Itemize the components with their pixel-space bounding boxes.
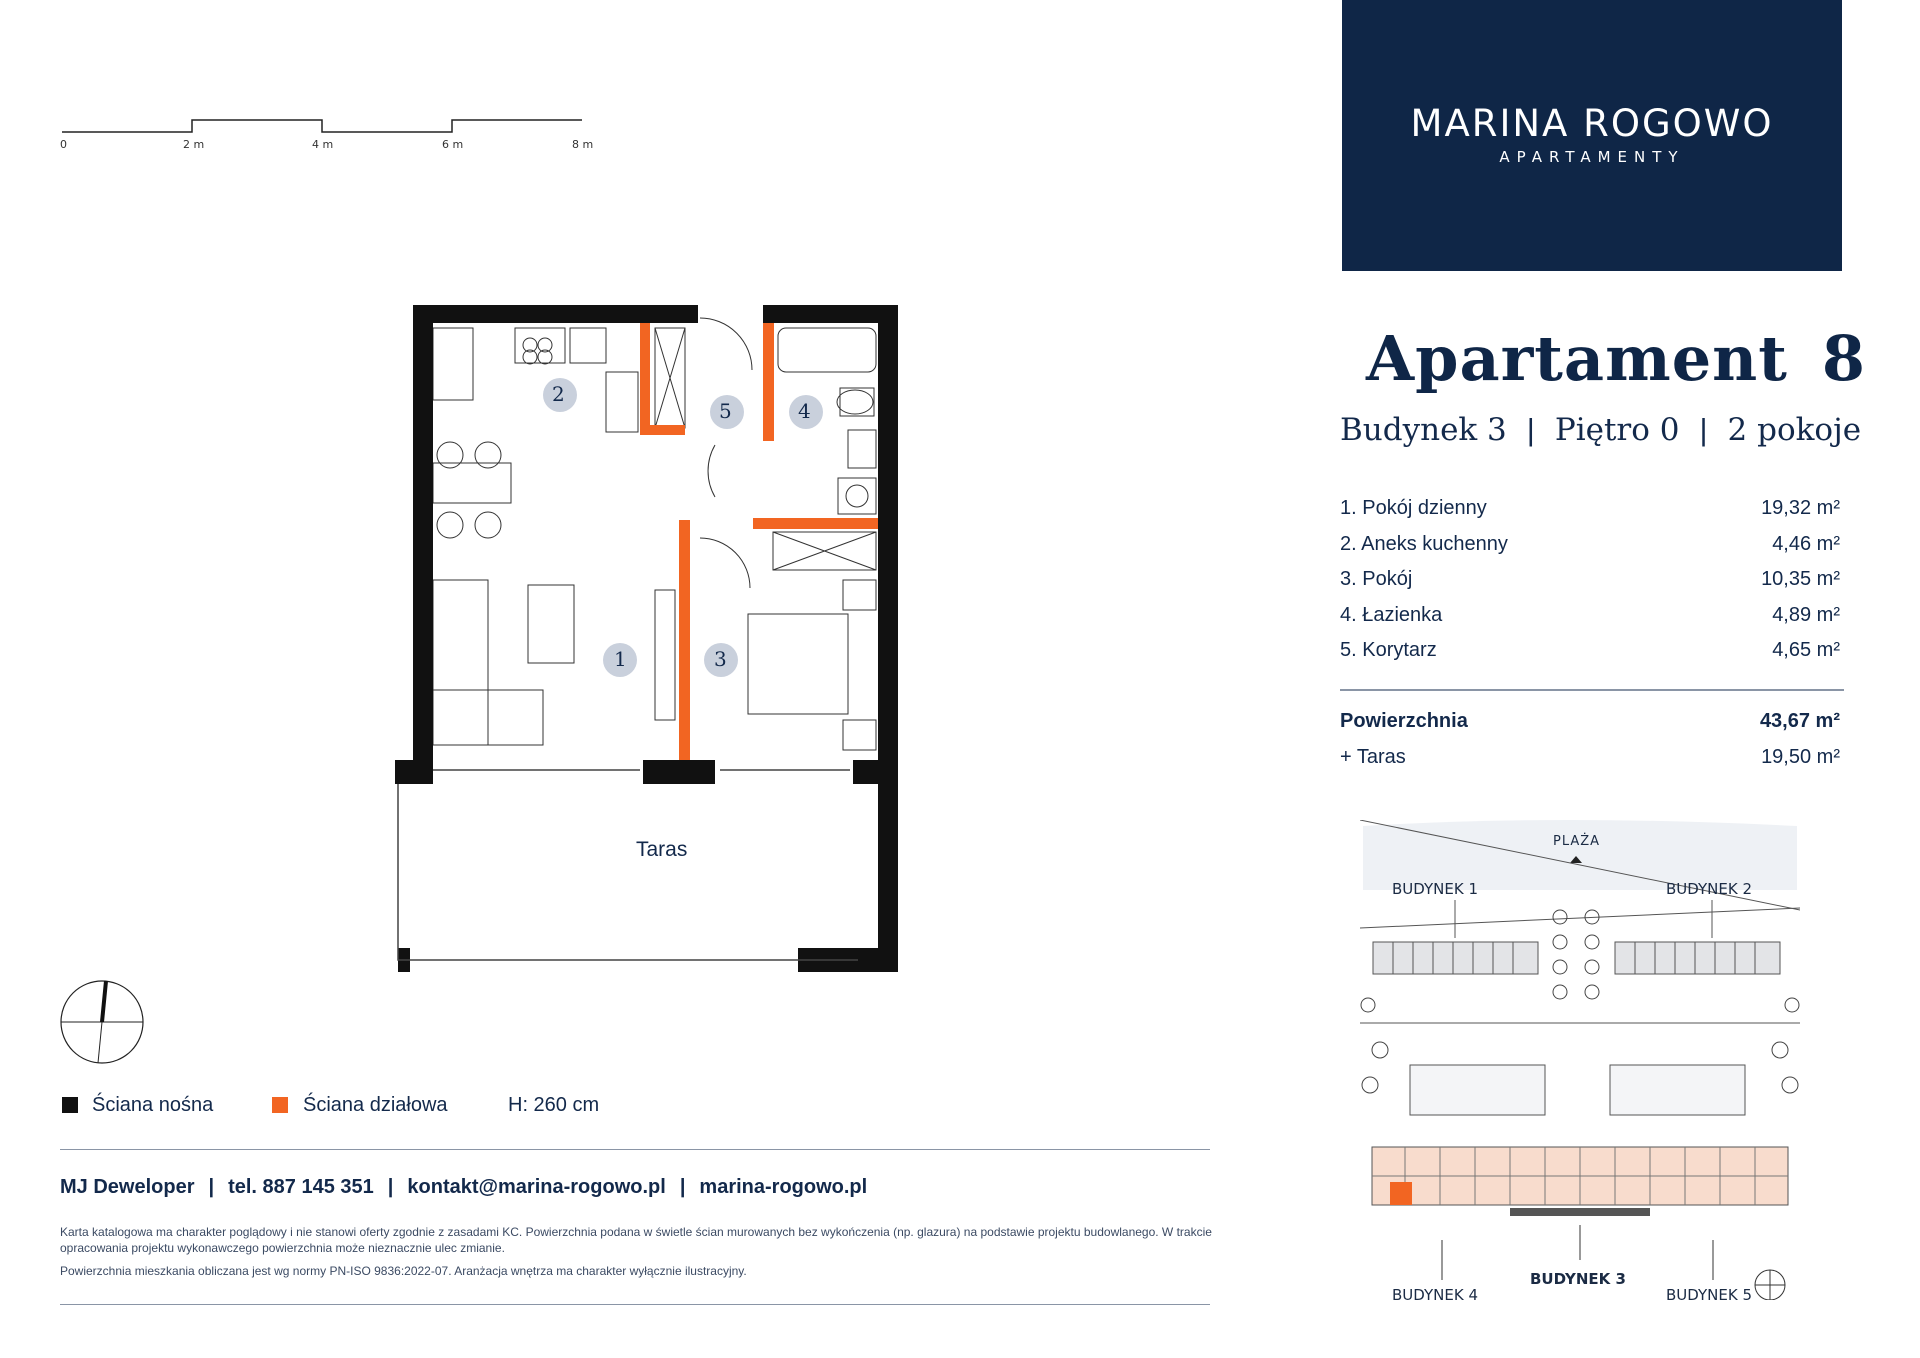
- room-row: [1340, 568, 1840, 598]
- room-row: [1340, 604, 1840, 634]
- apartment-subtitle: Budynek 3 | Piętro 0 | 2 pokoje: [1340, 412, 1862, 448]
- room-row: [1340, 497, 1840, 527]
- terrace-area-value: 19,50 m²: [1761, 746, 1840, 768]
- room-area: 4,65 m²: [1772, 639, 1840, 661]
- room-name: 2. Aneks kuchenny: [1340, 533, 1508, 555]
- room-number-1: 1: [614, 647, 627, 671]
- room-area: 10,35 m²: [1761, 568, 1840, 590]
- load-bearing-swatch: [62, 1097, 78, 1113]
- total-area-value: 43,67 m²: [1759, 710, 1840, 732]
- footer-divider-top: [60, 1149, 1210, 1150]
- rooms-count-label: 2 pokoje: [1727, 412, 1862, 448]
- building-label: Budynek 3: [1340, 412, 1507, 448]
- scale-tick-4: 4 m: [312, 138, 334, 151]
- site-label-building-5: BUDYNEK 5: [1666, 1286, 1753, 1304]
- site-label-building-2: BUDYNEK 2: [1666, 880, 1753, 898]
- company-name: MJ Deweloper: [60, 1176, 195, 1198]
- floor-label: Piętro 0: [1554, 412, 1680, 448]
- site-label-building-4: BUDYNEK 4: [1392, 1286, 1479, 1304]
- room-number-2: 2: [552, 382, 565, 406]
- room-area: 4,89 m²: [1772, 604, 1840, 626]
- room-number-4: 4: [798, 399, 811, 423]
- site-label-building-3: BUDYNEK 3: [1530, 1270, 1626, 1288]
- room-name: 5. Korytarz: [1340, 639, 1437, 661]
- brand-logo: [1342, 0, 1842, 271]
- compass-icon: [58, 978, 148, 1068]
- room-row: [1340, 533, 1840, 563]
- phone-link[interactable]: tel. 887 145 351: [228, 1176, 374, 1198]
- apartment-title: [1366, 322, 1866, 395]
- room-number-3: 3: [714, 647, 727, 671]
- footer-divider-bottom: [60, 1304, 1210, 1305]
- email-link[interactable]: kontakt@marina-rogowo.pl: [407, 1176, 666, 1198]
- brand-name: MARINA ROGOWO: [1410, 102, 1774, 145]
- scale-tick-6: 6 m: [442, 138, 464, 151]
- scale-tick-0: 0: [60, 138, 67, 151]
- apartment-number: 8: [1821, 322, 1867, 395]
- website-link[interactable]: marina-rogowo.pl: [699, 1176, 868, 1198]
- norm-note: Powierzchnia mieszkania obliczana jest wg normy PN-ISO 9836:2022-07. Aranżacja wnętrza ma charakter wyłącznie ilustracyjny.: [60, 1264, 747, 1278]
- terrace-row: [1340, 746, 1840, 776]
- site-label-building-1: BUDYNEK 1: [1392, 880, 1479, 898]
- room-area: 4,46 m²: [1772, 533, 1840, 555]
- scale-tick-8: 8 m: [572, 138, 594, 151]
- scale-tick-2: 2 m: [183, 138, 205, 151]
- room-row: [1340, 639, 1840, 669]
- ceiling-height: H: 260 cm: [508, 1094, 600, 1116]
- disclaimer-text: Karta katalogowa ma charakter poglądowy i nie stanowi oferty zgodnie z zasadami KC. Powierzchnia podana w świetle ścian murowanych bez wykończenia (np. glazura) na podstawie projektu budowlanego. W trakcie opracowania projektu wykonawczego powierzchnia może nieznacznie ulec zmianie.: [60, 1225, 1212, 1255]
- partition-label: Ściana działowa: [303, 1094, 448, 1116]
- room-name: 3. Pokój: [1340, 568, 1413, 590]
- floor-plan: [390, 300, 910, 990]
- brand-subtitle: APARTAMENTY: [1499, 148, 1685, 166]
- room-name: 4. Łazienka: [1340, 604, 1443, 626]
- site-label-beach: PLAŻA: [1553, 834, 1601, 849]
- terrace-label: Taras: [636, 838, 688, 861]
- room-number-5: 5: [719, 399, 732, 423]
- terrace-area-label: + Taras: [1340, 746, 1406, 768]
- total-area-label: Powierzchnia: [1340, 710, 1468, 732]
- apartment-highlight: [1390, 1182, 1412, 1205]
- load-bearing-label: Ściana nośna: [92, 1094, 214, 1116]
- rooms-divider: [1340, 689, 1844, 691]
- apartment-label: Apartament: [1366, 322, 1788, 395]
- total-area-row: [1340, 710, 1840, 740]
- partition-swatch: [272, 1097, 288, 1113]
- footer-contact: MJ Deweloper | tel. 887 145 351 | kontakt@marina-rogowo.pl | marina-rogowo.pl: [60, 1176, 868, 1198]
- room-area: 19,32 m²: [1761, 497, 1840, 519]
- room-name: 1. Pokój dzienny: [1340, 497, 1487, 519]
